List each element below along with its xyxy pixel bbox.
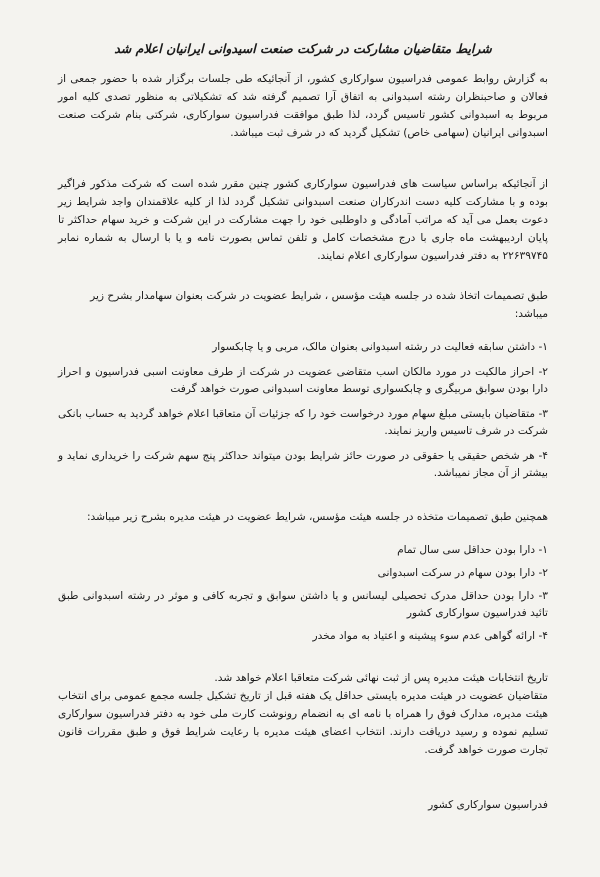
section-shareholder-conditions-title: طبق تصمیمات اتخاذ شده در جلسه هیئت مؤسس ، شرایط عضویت در شرکت بعنوان سهامدار بشرح زیر میباشد: (90, 290, 548, 320)
list-item: ۱- داشتن سابقه فعالیت در رشته اسبدوانی بعنوان مالک، مربی و یا چابکسوار (212, 341, 548, 353)
signature: فدراسیون سوارکاری کشور (428, 799, 548, 811)
page-title: شرایط متقاضیان مشارکت در شرکت صنعت اسیدوانی ایرانیان اعلام شد (114, 41, 492, 56)
list-item: ۲- احراز مالکیت در مورد مالکان اسب متقاضی عضویت در شرکت از طرف معاونت اسبی فدراسیون و احراز دارا بودن سوابق مربیگری و چابکسواری توسط معاونت اسبدوانی صورت خواهد گرفت (58, 366, 548, 395)
shareholder-conditions-list (58, 339, 548, 482)
paragraph-intro: به گزارش روابط عمومی فدراسیون سوارکاری کشور، از آنجائیکه طی جلسات برگزار شده با حضور جمعی از فعالان و صاحبنظران رشته اسبدوانی به اتفاق آرا تصمیم گرفته شد که تشکیلاتی به منظور تصدی کلیه امور مربوط به اسبدوانی کشور تاسیس گردد، لذا طبق موافقت فدراسیون سوارکاری، شرکتی بنام شرکت صنعت اسبدوانی ایرانیان (سهامی خاص) تشکیل گردید که در شرف ثبت میباشد. (58, 73, 548, 139)
paragraph-invitation: از آنجائیکه براساس سیاست های فدراسیون سوارکاری کشور چنین مقرر شده است که شرکت مذکور فراگیر بوده و با مشارکت کلیه دست اندرکاران صنعت اسبدوانی تشکیل گردد لذا از کلیه علاقمندان واجد شرایط زیر دعوت بعمل می آید که مراتب آمادگی و داوطلبی خود را جهت مشارکت در این شرکت و خرید سهام حداکثر تا پایان اردیبهشت ماه جاری با درج مشخصات کامل و تلفن تماس بصورت نامه و یا با ارسال به شماره نمابر ۲۲۶۳۹۷۴۵ به دفتر فدراسیون سوارکاری اعلام نمایند. (58, 178, 548, 262)
paragraph-board-applicants: متقاضیان عضویت در هیئت مدیره بایستی حداقل یک هفته قبل از تاریخ تشکیل جلسه مجمع عمومی برای انتخاب هیئت مدیره، مدارک فوق را همراه با نامه ای به انضمام رونوشت کارت ملی خود به دفتر فدراسیون سوارکاری تسلیم نموده و رسید دریافت دارند. انتخاب اعضای هیئت مدیره با رعایت شرایط فوق و طبق مقررات قانون تجارت صورت خواهد گرفت. (58, 690, 548, 756)
list-item: ۱- دارا بودن حداقل سی سال تمام (397, 544, 548, 556)
list-item: ۴- هر شخص حقیقی یا حقوقی در صورت حائز شرایط بودن میتواند حداکثر پنج سهم شرکت را خریداری نماید و بیشتر از آن مجاز نمیباشد. (58, 450, 548, 479)
list-item: ۲- دارا بودن سهام در سرکت اسبدوانی (377, 567, 548, 579)
list-item: ۳- دارا بودن حداقل مدرک تحصیلی لیسانس و یا داشتن سوابق و تجربه کافی و موثر در رشته اسبدوانی طبق تائید فدراسیون سوارکاری کشور (58, 590, 548, 619)
section-board-conditions-title: همچنین طبق تصمیمات متخذه در جلسه هیئت مؤسس، شرایط عضویت در هیئت مدیره بشرح زیر میباشد: (86, 511, 548, 523)
paragraph-election-date: تاریخ انتخابات هیئت مدیره پس از ثبت نهائی شرکت متعاقبا اعلام خواهد شد. (214, 672, 548, 684)
list-item: ۳- متقاضیان بایستی مبلغ سهام مورد درخواست خود را که جزئیات آن متعاقبا اعلام خواهد گردید به حساب بانکی شرکت در شرف تاسیس واریز نمایند. (58, 408, 548, 437)
board-conditions-list (58, 542, 548, 645)
list-item: ۴- ارائه گواهی عدم سوء پیشینه و اعتیاد به مواد مخدر (312, 630, 548, 642)
